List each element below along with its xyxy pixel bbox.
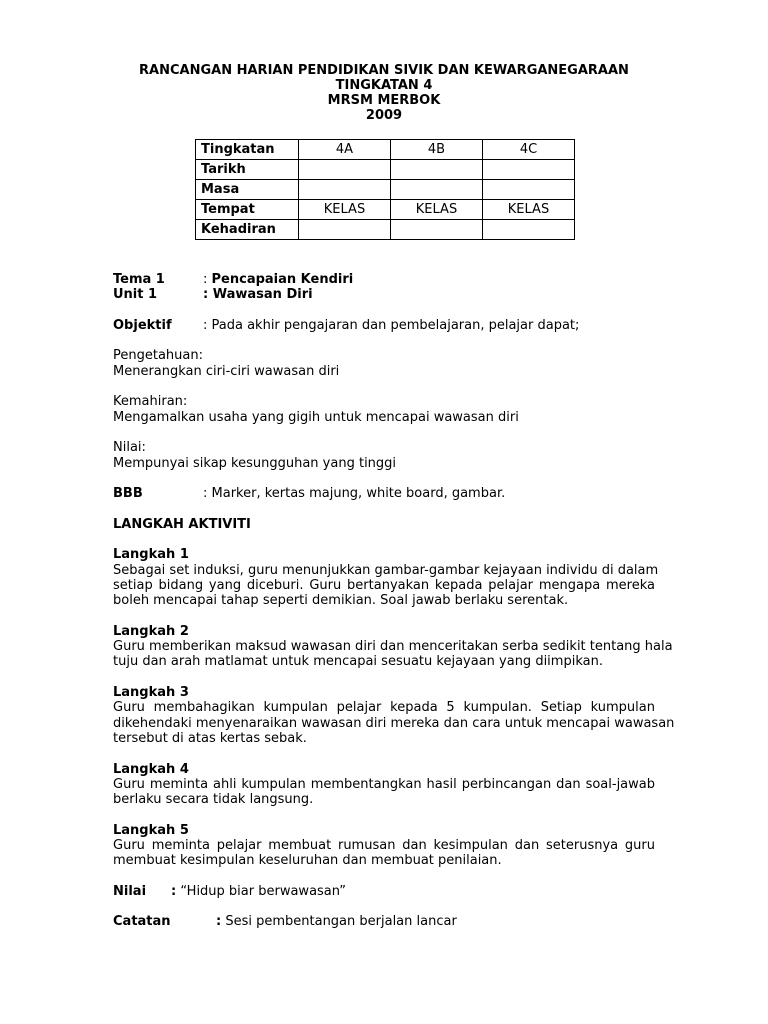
nilai-objective-value: Mempunyai sikap kesungguhan yang tinggi	[113, 455, 397, 471]
langkah-line: setiap bidang yang diceburi. Guru bertanyakan kepada pelajar mengapa mereka	[113, 577, 655, 593]
objektif-label: Objektif	[113, 317, 172, 333]
langkah-line: Guru meminta ahli kumpulan membentangkan hasil perbincangan dan soal-jawab	[113, 776, 655, 792]
catatan-label: Catatan	[113, 914, 171, 930]
objektif-line	[113, 318, 655, 333]
table-cell	[391, 160, 483, 180]
table-cell-label: Kehadiran	[196, 220, 299, 240]
pengetahuan-label: Pengetahuan:	[113, 348, 203, 364]
nilai-colon: :	[171, 883, 177, 899]
langkah-title: Langkah 3	[113, 685, 189, 701]
table-row	[196, 220, 575, 240]
kemahiran-value: Mengamalkan usaha yang gigih untuk mencapai wawasan diri	[113, 409, 519, 425]
lesson-body	[113, 272, 675, 930]
langkah-line: Guru meminta pelajar membuat rumusan dan kesimpulan dan seterusnya guru	[113, 837, 655, 853]
catatan-colon: :	[216, 914, 222, 930]
table-cell	[483, 220, 575, 240]
tema-value: Pencapaian Kendiri	[211, 272, 354, 287]
header-school: MRSM MERBOK	[327, 93, 441, 108]
langkah-5	[113, 823, 655, 869]
tema-label: Tema 1	[113, 272, 165, 287]
bbb-label: BBB	[113, 486, 143, 502]
langkah-title: Langkah 4	[113, 761, 189, 777]
catatan-line	[113, 914, 655, 929]
table-cell-label: Tarikh	[196, 160, 299, 180]
table-cell: KELAS	[483, 200, 575, 220]
table-cell	[299, 220, 391, 240]
table-cell	[391, 180, 483, 200]
table-cell: KELAS	[391, 200, 483, 220]
catatan-value: Sesi pembentangan berjalan lancar	[221, 914, 457, 930]
langkah-line: membuat kesimpulan keseluruhan dan membuat penilaian.	[113, 853, 502, 869]
nilai-objective-label: Nilai:	[113, 440, 146, 456]
table-cell	[483, 160, 575, 180]
unit-label: Unit 1	[113, 287, 158, 303]
table-cell	[483, 180, 575, 200]
pengetahuan-value: Menerangkan ciri-ciri wawasan diri	[113, 363, 340, 379]
nilai-line	[113, 884, 655, 899]
table-row	[196, 200, 575, 220]
langkah-heading: LANGKAH AKTIVITI	[113, 516, 251, 532]
bbb-value: : Marker, kertas majung, white board, gambar.	[203, 486, 506, 502]
table-cell: 4A	[299, 140, 391, 160]
table-cell: 4B	[391, 140, 483, 160]
header-title: RANCANGAN HARIAN PENDIDIKAN SIVIK DAN KEWARGANEGARAAN	[139, 63, 629, 78]
objektif-value: : Pada akhir pengajaran dan pembelajaran, pelajar dapat;	[203, 317, 580, 333]
table-cell: KELAS	[299, 200, 391, 220]
table-row	[196, 160, 575, 180]
langkah-title: Langkah 5	[113, 822, 189, 838]
table-row	[196, 180, 575, 200]
langkah-line: Sebagai set induksi, guru menunjukkan gambar-gambar kejayaan individu di dalam	[113, 562, 659, 578]
langkah-line: tuju dan arah matlamat untuk mencapai sesuatu kejayaan yang diimpikan.	[113, 654, 603, 670]
langkah-4	[113, 762, 655, 808]
table-cell: 4C	[483, 140, 575, 160]
header-year: 2009	[365, 108, 403, 123]
table-cell-label: Masa	[196, 180, 299, 200]
langkah-2	[113, 623, 673, 670]
document-header	[0, 63, 768, 123]
langkah-line: Guru memberikan maksud wawasan diri dan menceritakan serba sedikit tentang hala	[113, 639, 673, 655]
langkah-1	[113, 547, 659, 609]
class-info-table	[195, 139, 575, 240]
table-row	[196, 140, 575, 160]
langkah-title: Langkah 2	[113, 623, 189, 639]
langkah-line: dikehendaki menyenaraikan wawasan diri mereka dan cara untuk mencapai wawasan	[113, 715, 675, 731]
table-cell	[299, 180, 391, 200]
langkah-line: boleh mencapai tahap seperti demikian. Soal jawab berlaku serentak.	[113, 593, 569, 609]
bbb-line	[113, 486, 655, 501]
langkah-3	[113, 685, 675, 746]
table-cell-label: Tingkatan	[196, 140, 299, 160]
tema-line	[113, 272, 655, 287]
langkah-title: Langkah 1	[113, 547, 189, 563]
table-cell-label: Tempat	[196, 200, 299, 220]
tema-colon: :	[203, 272, 212, 287]
unit-value: : Wawasan Diri	[203, 287, 313, 303]
header-form: TINGKATAN 4	[335, 78, 433, 93]
langkah-line: tersebut di atas kertas sebak.	[113, 730, 307, 746]
nilai-label: Nilai	[113, 883, 147, 899]
unit-line	[113, 287, 655, 302]
nilai-value: “Hidup biar berwawasan”	[176, 883, 347, 899]
kemahiran-label: Kemahiran:	[113, 394, 188, 410]
table-cell	[299, 160, 391, 180]
langkah-line: berlaku secara tidak langsung.	[113, 792, 314, 808]
table-cell	[391, 220, 483, 240]
langkah-line: Guru membahagikan kumpulan pelajar kepada 5 kumpulan. Setiap kumpulan	[113, 700, 655, 716]
